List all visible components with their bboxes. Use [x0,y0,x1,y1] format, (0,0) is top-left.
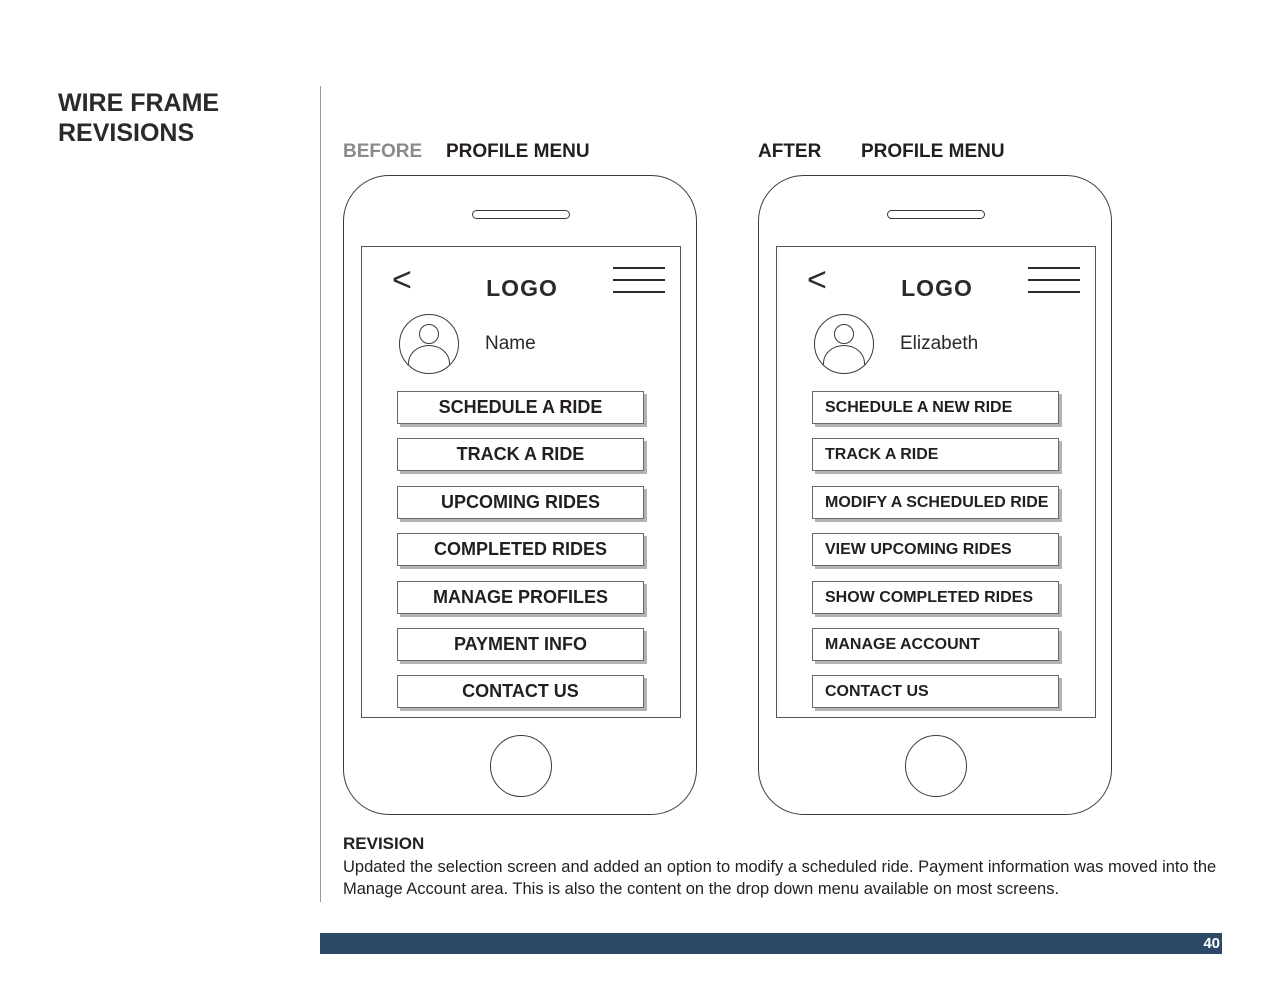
home-button[interactable] [905,735,967,797]
menu-button-manage-account[interactable]: MANAGE ACCOUNT [812,628,1059,661]
speaker-slot [887,210,985,219]
user-name: Elizabeth [900,333,979,354]
speaker-slot [472,210,570,219]
menu-button-completed-rides[interactable]: COMPLETED RIDES [397,533,644,566]
hamburger-menu-icon[interactable] [613,267,665,295]
footer-bar [320,933,1222,954]
logo: LOGO [901,275,973,301]
before-tag: BEFORE [343,141,423,162]
menu-button-contact-us[interactable]: CONTACT US [812,675,1059,708]
revision-title: REVISION [343,834,425,853]
vertical-divider [320,86,321,902]
after-heading: PROFILE MENU [861,141,1005,162]
menu-button-upcoming-rides[interactable]: UPCOMING RIDES [397,486,644,519]
menu-button-contact-us[interactable]: CONTACT US [397,675,644,708]
page-number: 40 [1203,935,1220,952]
menu-button-modify-scheduled-ride[interactable]: MODIFY A SCHEDULED RIDE [812,486,1059,519]
before-heading: PROFILE MENU [446,141,590,162]
menu-button-track-ride[interactable]: TRACK A RIDE [812,438,1059,471]
menu-button-show-completed-rides[interactable]: SHOW COMPLETED RIDES [812,581,1059,614]
page-title [58,88,298,148]
revision-text: Updated the selection screen and added an option to modify a scheduled ride. Payment information was moved into the Manage Account area. This is also the content on the drop down menu available on most screens. [343,858,1217,898]
before-screen [361,246,681,718]
menu-button-track-ride[interactable]: TRACK A RIDE [397,438,644,471]
after-phone-frame [758,175,1112,815]
after-screen [776,246,1096,718]
avatar-icon [814,314,874,374]
hamburger-menu-icon[interactable] [1028,267,1080,295]
menu-button-payment-info[interactable]: PAYMENT INFO [397,628,644,661]
page-title-line-2: REVISIONS [58,119,195,147]
logo: LOGO [486,275,558,301]
user-name: Name [485,333,536,354]
menu-button-schedule-new-ride[interactable]: SCHEDULE A NEW RIDE [812,391,1059,424]
menu-button-schedule-ride[interactable]: SCHEDULE A RIDE [397,391,644,424]
back-arrow-icon[interactable]: < [392,261,412,299]
before-phone-frame [343,175,697,815]
menu-button-view-upcoming-rides[interactable]: VIEW UPCOMING RIDES [812,533,1059,566]
avatar-icon [399,314,459,374]
home-button[interactable] [490,735,552,797]
page-title-line-1: WIRE FRAME [58,89,220,117]
menu-button-manage-profiles[interactable]: MANAGE PROFILES [397,581,644,614]
after-tag: AFTER [758,141,822,162]
back-arrow-icon[interactable]: < [807,261,827,299]
